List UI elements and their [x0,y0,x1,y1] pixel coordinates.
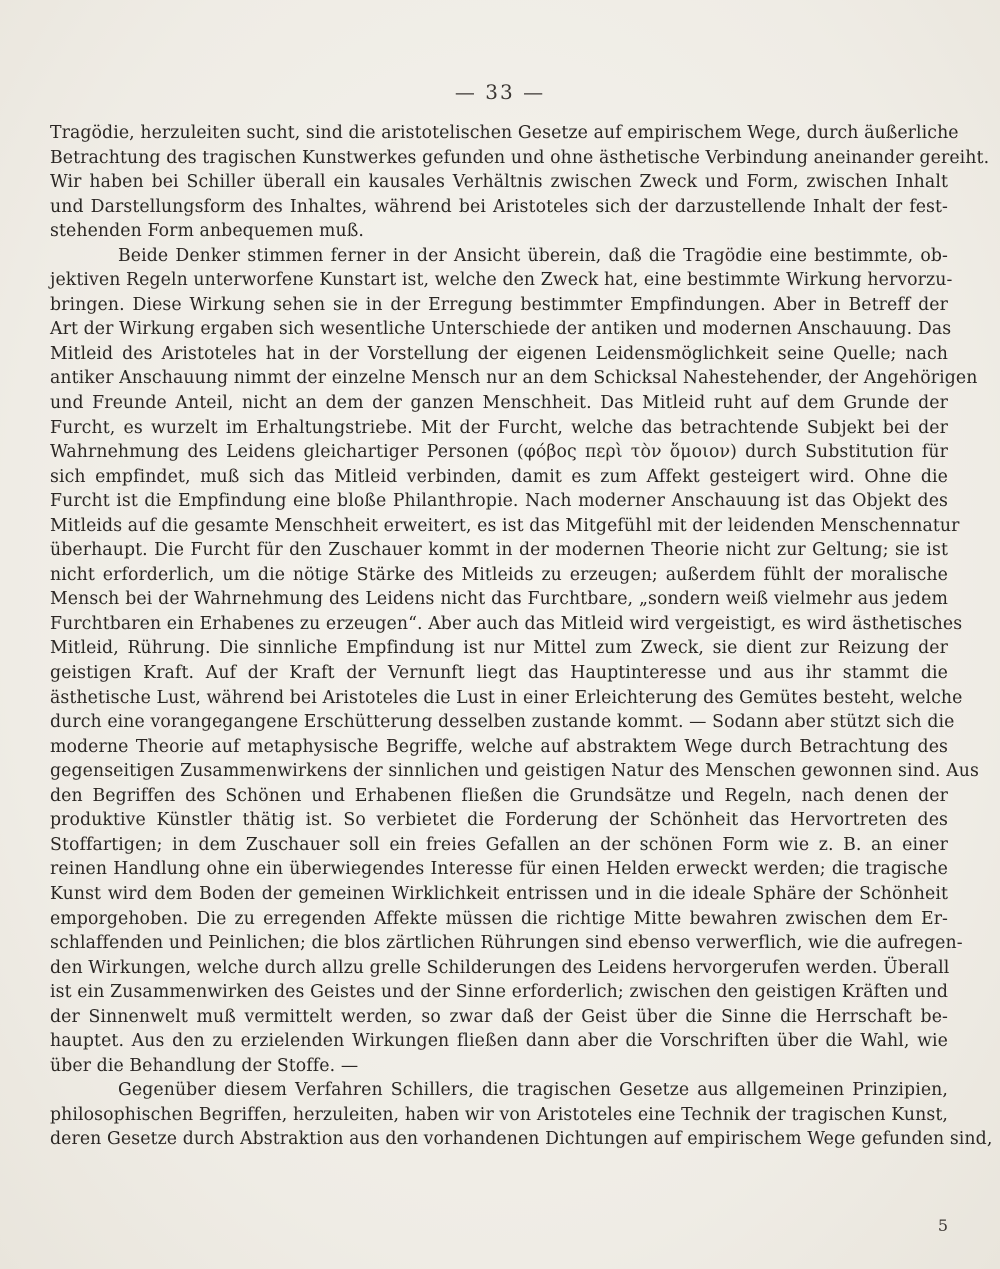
text-line: bringen. Diese Wirkung sehen sie in der Erregung bestimmter Empfindungen. Aber in Betreff der [50,294,948,315]
text-line: durch eine vorangegangene Erschütterung desselben zustande kommt. — Sodann aber stützt sich die [50,712,955,733]
text-line: hauptet. Aus den zu erzielenden Wirkungen fließen dann aber die Vorschriften über die Wahl, wie [50,1031,948,1052]
text-line: jektiven Regeln unterworfene Kunstart ist, welche den Zweck hat, eine bestimmte Wirkung hervorzu- [50,270,953,291]
text-line: Kunst wird dem Boden der gemeinen Wirklichkeit entrissen und in die ideale Sphäre der Schönheit [50,883,948,904]
page-number: — 33 — [454,80,546,104]
text-line: Furcht, es wurzelt im Erhaltungstriebe. Mit der Furcht, welche das betrachtende Subjekt bei der [50,417,948,438]
text-line: deren Gesetze durch Abstraktion aus den vorhandenen Dichtungen auf empirischem Wege gefunden sind, [50,1129,993,1150]
text-line: Furchtbaren ein Erhabenes zu erzeugen“. Aber auch das Mitleid wird vergeistigt, es wird ästhetisches [50,613,963,634]
text-line: Gegenüber diesem Verfahren Schillers, die tragischen Gesetze aus allgemeinen Prinzipien, [118,1080,948,1101]
text-line: Beide Denker stimmen ferner in der Ansicht überein, daß die Tragödie eine bestimmte, ob- [118,245,948,266]
text-line: Wahrnehmung des Leidens gleichartiger Personen (φόβος περὶ τὸν ὅμοιον) durch Substitution für [50,442,948,463]
text-line: schlaffenden und Peinlichen; die blos zärtlichen Rührungen sind ebenso verwerflich, wie die aufregen- [50,933,963,954]
text-line: Mitleids auf die gesamte Menschheit erweitert, es ist das Mitgefühl mit der leidenden Menschennatur [50,515,960,536]
text-line: Furcht ist die Empfindung eine bloße Philanthropie. Nach moderner Anschauung ist das Objekt des [50,491,948,512]
text-line: stehenden Form anbequemen muß. [50,221,364,242]
text-line: Mensch bei der Wahrnehmung des Leidens nicht das Furchtbare, „sondern weiß vielmehr aus jedem [50,589,948,610]
text-line: überhaupt. Die Furcht für den Zuschauer kommt in der modernen Theorie nicht zur Geltung; sie ist [50,540,948,561]
text-line: Art der Wirkung ergaben sich wesentliche Unterschiede der antiken und modernen Anschauung. Das [50,319,952,340]
text-line: Tragödie, herzuleiten sucht, sind die aristotelischen Gesetze auf empirischem Wege, durch äußerliche [50,123,959,143]
text-line: geistigen Kraft. Auf der Kraft der Vernunft liegt das Hauptinteresse und aus ihr stammt die [50,663,948,684]
text-line: Mitleid, Rührung. Die sinnliche Empfindung ist nur Mittel zum Zweck, sie dient zur Reizung der [50,638,948,659]
text-line: reinen Handlung ohne ein überwiegendes Interesse für einen Helden erweckt werden; die tragische [50,859,948,880]
text-line: ist ein Zusammenwirken des Geistes und der Sinne erforderlich; zwischen den geistigen Kräften und [50,982,948,1003]
text-line: den Wirkungen, welche durch allzu grelle Schilderungen des Leidens hervorgerufen werden. Überall [50,957,950,978]
text-line: den Begriffen des Schönen und Erhabenen fließen die Grundsätze und Regeln, nach denen der [50,785,948,806]
text-line: und Freunde Anteil, nicht an dem der ganzen Menschheit. Das Mitleid ruht auf dem Grunde der [50,393,948,414]
text-line: und Darstellungsform des Inhaltes, während bei Aristoteles sich der darzustellende Inhalt der fest- [50,196,948,217]
text-line: antiker Anschauung nimmt der einzelne Mensch nur an dem Schicksal Nahestehender, der Angehörigen [50,368,978,389]
text-line: emporgehoben. Die zu erregenden Affekte müssen die richtige Mitte bewahren zwischen dem Er- [50,908,948,929]
body-text [50,121,993,1152]
text-line: produktive Künstler thätig ist. So verbietet die Forderung der Schönheit das Hervortreten des [50,810,948,831]
text-line: ästhetische Lust, während bei Aristoteles die Lust in einer Erleichterung des Gemütes besteht, welche [50,687,963,708]
text-line: philosophischen Begriffen, herzuleiten, haben wir von Aristoteles eine Technik der tragischen Kunst, [50,1104,948,1125]
text-line: Wir haben bei Schiller überall ein kausales Verhältnis zwischen Zweck und Form, zwischen Inhalt [50,172,948,193]
text-line: moderne Theorie auf metaphysische Begriffe, welche auf abstraktem Wege durch Betrachtung des [50,736,948,757]
text-line: nicht erforderlich, um die nötige Stärke des Mitleids zu erzeugen; außerdem fühlt der moralische [50,564,948,585]
text-line: der Sinnenwelt muß vermittelt werden, so zwar daß der Geist über die Sinne die Herrschaft be- [50,1006,948,1027]
text-line: Stoffartigen; in dem Zuschauer soll ein freies Gefallen an der schönen Form wie z. B. an einer [50,834,948,855]
text-line: über die Behandlung der Stoffe. — [50,1055,359,1076]
text-line: sich empfindet, muß sich das Mitleid verbinden, damit es zum Affekt gesteigert wird. Ohne die [50,466,948,487]
text-line: Mitleid des Aristoteles hat in der Vorstellung der eigenen Leidensmöglichkeit seine Quelle; nach [50,343,948,364]
text-line: gegenseitigen Zusammenwirkens der sinnlichen und geistigen Natur des Menschen gewonnen sind. Aus [50,761,979,782]
signature-mark: 5 [937,1216,948,1235]
text-line: Betrachtung des tragischen Kunstwerkes gefunden und ohne ästhetische Verbindung aneinander gereiht. [50,147,990,168]
